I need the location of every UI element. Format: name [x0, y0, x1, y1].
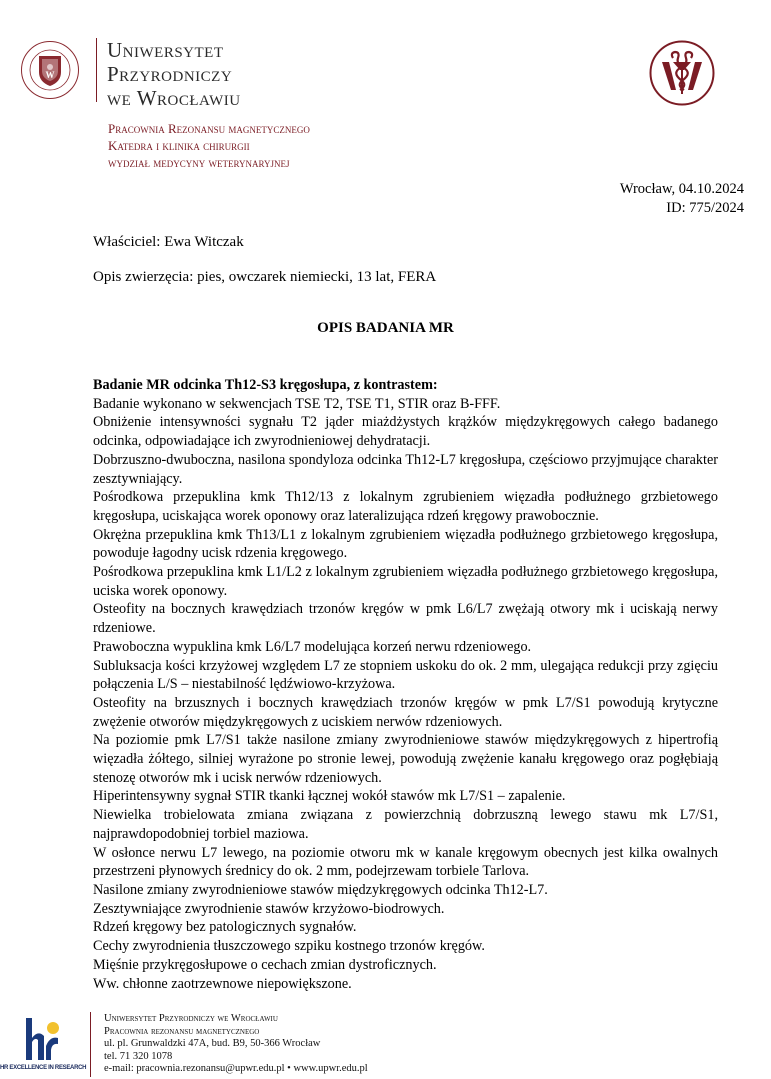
- hr-logo-caption: HR EXCELLENCE IN RESEARCH: [0, 1065, 87, 1071]
- report-paragraph: Obniżenie intensywności sygnału T2 jąder miażdżystych krążków międzykręgowych całego badanego odcinka, odpowiadające ich zwyrodnieniowej dehydratacji.: [93, 414, 718, 450]
- report-paragraph: Hiperintensywny sygnał STIR tkanki łącznej wokół stawów mk L7/S1 – zapalenie.: [93, 788, 566, 805]
- university-name-line: Przyrodniczy: [107, 62, 233, 86]
- report-paragraph: Nasilone zmiany zwyrodnieniowe stawów międzykręgowych odcinka Th12-L7.: [93, 881, 548, 898]
- report-paragraph: Okrężna przepuklina kmk Th13/L1 z lokalnym zgrubieniem więzadła podłużnego grzbietowego kręgosłupa, powoduje łagodny ucisk rdzenia kręgowego.: [93, 526, 718, 562]
- report-heading: Badanie MR odcinka Th12-S3 kręgosłupa, z kontrastem:: [93, 377, 438, 393]
- report-paragraph: Pośrodkowa przepuklina kmk L1/L2 z lokalnym zgrubieniem więzadła podłużnego grzbietowego kręgosłupa, uciska worek oponowy.: [93, 564, 718, 599]
- footer-divider: [90, 1012, 91, 1077]
- department-line: Katedra i klinika chirurgii: [108, 138, 250, 153]
- department-line: wydział medycyny weterynaryjnej: [108, 155, 290, 170]
- report-paragraph: Dobrzuszno-dwuboczna, nasilona spondyloza odcinka Th12-L7 kręgosłupa, częściowo przyjmujące charakter zesztywniający.: [93, 451, 718, 487]
- report-paragraph: W osłonce nerwu L7 lewego, na poziomie otworu mk w kanale kręgowym obecnych jest kilka owalnych przestrzeni płynowych średnicy do ok. 2 mm, podejrzewam torbiele Tarlova.: [93, 844, 718, 880]
- svg-text:W: W: [45, 70, 55, 80]
- report-paragraph: Na poziomie pmk L7/S1 także nasilone zmiany zwyrodnieniowe stawów międzykręgowych z hipertrofią więzadła żółtego, silniej wyrażone po stronie lewej, powodują zwężenie kanału kręgowego oraz pogłębiają stenozę otworów mk i ucisk nerwów rdzeniowych.: [93, 732, 718, 786]
- report-paragraph: Osteofity na bocznych krawędziach trzonów kręgów w pmk L6/L7 zwężają otwory mk i uciskają nerwy rdzeniowe.: [93, 601, 718, 637]
- footer-university: Uniwersytet Przyrodniczy we Wrocławiu: [104, 1013, 278, 1024]
- document-id: ID: 775/2024: [666, 200, 744, 216]
- report-paragraph: Niewielka trobielowata zmiana związana z powierzchnią dobrzuszną lewego stawu mk L7/S1, najprawdopodobniej torbiel maziowa.: [93, 807, 718, 842]
- report-paragraph: Badanie wykonano w sekwencjach TSE T2, TSE T1, STIR oraz B-FFF.: [93, 395, 501, 412]
- document-meta: [620, 180, 744, 218]
- report-paragraph: Osteofity na brzusznych i bocznych krawędziach trzonów kręgów w pmk L7/S1 powodują krytyczne zwężenie otworów międzykręgowych z uciskiem nerwów rdzeniowych.: [93, 694, 718, 730]
- report-paragraph: Prawoboczna wypuklina kmk L6/L7 modelująca korzeń nerwu rdzeniowego.: [93, 638, 532, 655]
- university-name-line: Uniwersytet: [107, 38, 224, 62]
- animal-description: Opis zwierzęcia: pies, owczarek niemiecki, 13 lat, FERA: [93, 269, 437, 285]
- department-info: [108, 120, 310, 171]
- report-paragraph: Subluksacja kości krzyżowej względem L7 ze stopniem uskoku do ok. 2 mm, ulegająca redukcji przy zgięciu połączenia L/S – niestabilność lędźwiowo-krzyżowa.: [93, 657, 718, 693]
- owner-field: Właściciel: Ewa Witczak: [93, 234, 244, 250]
- footer-email-web[interactable]: e-mail: pracownia.rezonansu@upwr.edu.pl • www.upwr.edu.pl: [104, 1063, 368, 1075]
- report-paragraph: Ww. chłonne zaotrzewnowe niepowiększone.: [93, 975, 352, 992]
- report-paragraph: Cechy zwyrodnienia tłuszczowego szpiku kostnego trzonów kręgów.: [93, 938, 485, 955]
- place-date: Wrocław, 04.10.2024: [619, 181, 744, 197]
- footer-phone: tel. 71 320 1078: [104, 1050, 173, 1062]
- report-body: [93, 376, 718, 993]
- university-seal-logo: [20, 40, 80, 100]
- document-title: OPIS BADANIA MR: [317, 320, 454, 336]
- footer-lab: Pracownia rezonansu magnetycznego: [104, 1025, 260, 1037]
- university-name-line: we Wrocławiu: [107, 86, 241, 110]
- report-paragraph: Pośrodkowa przepuklina kmk Th12/13 z lokalnym zgrubieniem więzadła podłużnego grzbietowego kręgosłupa, uciskająca worek oponowy oraz lateralizująca rdzeń kręgowy prawobocznie.: [93, 489, 718, 524]
- report-paragraph: Mięśnie przykręgosłupowe o cechach zmian dystroficznych.: [93, 956, 437, 973]
- department-line: Pracownia Rezonansu magnetycznego: [108, 121, 310, 136]
- hr-excellence-logo: [22, 1016, 64, 1062]
- header-divider: [96, 38, 97, 102]
- footer-contact: [104, 1013, 368, 1076]
- university-name: [107, 38, 241, 110]
- report-paragraph: Rdzeń kręgowy bez patologicznych sygnałów.: [93, 919, 357, 936]
- veterinary-faculty-logo: [649, 40, 715, 106]
- footer-address: ul. pl. Grunwaldzki 47A, bud. B9, 50-366 Wrocław: [104, 1038, 321, 1050]
- report-paragraph: Zesztywniające zwyrodnienie stawów krzyżowo-biodrowych.: [93, 900, 445, 917]
